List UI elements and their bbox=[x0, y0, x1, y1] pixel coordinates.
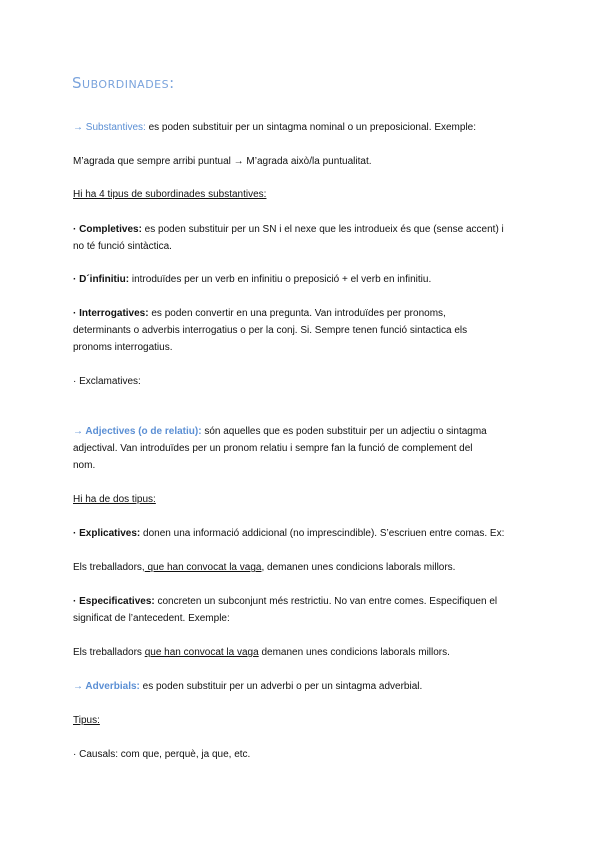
especificatives-line1 bbox=[73, 596, 497, 608]
especificatives-label: · Especificatives: bbox=[73, 596, 155, 607]
adjectives-line1 bbox=[73, 426, 487, 438]
completives-text: es poden substituir per un SN i el nexe que les introdueix és que (sense accent) i bbox=[141, 224, 504, 235]
adjectives-line2: adjectival. Van introduïdes per un pronom relatiu i sempre fan la funció de complement del bbox=[73, 443, 473, 454]
example2-underlined: que han convocat la vaga bbox=[144, 562, 262, 573]
example-substantive: M’agrada que sempre arribi puntual → M’agrada això/la puntualitat. bbox=[73, 156, 372, 167]
interrogatives-line2: determinants o adverbis interrogatius o per la conj. Si. Sempre tenen funció sintactica els bbox=[73, 325, 468, 336]
adjectives-text: són aquelles que es poden substituir per un adjectiu o sintagma bbox=[201, 426, 487, 437]
infinitiu-text: introduïdes per un verb en infinitiu o preposició + el verb en infinitiu. bbox=[129, 274, 432, 285]
substantives-heading: → Substantives: bbox=[73, 122, 146, 133]
example3-post: demanen unes condicions laborals millors. bbox=[258, 647, 450, 658]
especificatives-line2: significat de l’antecedent. Exemple: bbox=[73, 613, 230, 624]
example3-underlined: que han convocat la vaga bbox=[144, 647, 259, 658]
causals-item: · Causals: com que, perquè, ja que, etc. bbox=[73, 749, 251, 760]
adjectives-heading: → Adjectives (o de relatiu): bbox=[73, 426, 202, 437]
completives-label: · Completives: bbox=[73, 224, 142, 235]
explicatives-text: donen una informació addicional (no imprescindible). S’escriuen entre comas. Ex: bbox=[140, 528, 505, 539]
substantives-paragraph bbox=[73, 122, 476, 134]
adverbials-paragraph bbox=[73, 681, 422, 693]
interrogatives-line3: pronoms interrogatius. bbox=[73, 342, 173, 353]
example3-pre: Els treballadors bbox=[73, 647, 145, 658]
adverbial-types-heading: Tipus: bbox=[73, 715, 100, 726]
example2-pre: Els treballadors, bbox=[73, 562, 145, 573]
adverbials-heading: → Adverbials: bbox=[73, 681, 140, 692]
exclamatives-item: · Exclamatives: bbox=[73, 376, 141, 387]
completives-line2: no té funció sintàctica. bbox=[73, 241, 172, 252]
substantives-text: es poden substituir per un sintagma nominal o un preposicional. Exemple: bbox=[145, 122, 477, 133]
infinitiu-label: · D´infinitiu: bbox=[73, 274, 130, 285]
example-especificative bbox=[73, 647, 450, 659]
infinitiu-paragraph bbox=[73, 274, 431, 286]
adjective-types-heading: Hi ha de dos tipus: bbox=[73, 494, 156, 505]
example2-post: , demanen unes condicions laborals millors. bbox=[261, 562, 456, 573]
completives-line1 bbox=[73, 224, 504, 236]
interrogatives-line1 bbox=[73, 308, 446, 320]
page-title: Subordinades: bbox=[72, 74, 175, 92]
interrogatives-text: es poden convertir en una pregunta. Van introduïdes per pronoms, bbox=[148, 308, 446, 319]
explicatives-label: · Explicatives: bbox=[73, 528, 141, 539]
adjectives-line3: nom. bbox=[73, 460, 96, 471]
explicatives-paragraph bbox=[73, 528, 504, 540]
example-explicative bbox=[73, 562, 455, 574]
interrogatives-label: · Interrogatives: bbox=[73, 308, 149, 319]
adverbials-text: es poden substituir per un adverbi o per un sintagma adverbial. bbox=[139, 681, 423, 692]
substantive-types-heading: Hi ha 4 tipus de subordinades substantives: bbox=[73, 189, 267, 200]
especificatives-text: concreten un subconjunt més restrictiu. No van entre comes. Especifiquen el bbox=[154, 596, 498, 607]
